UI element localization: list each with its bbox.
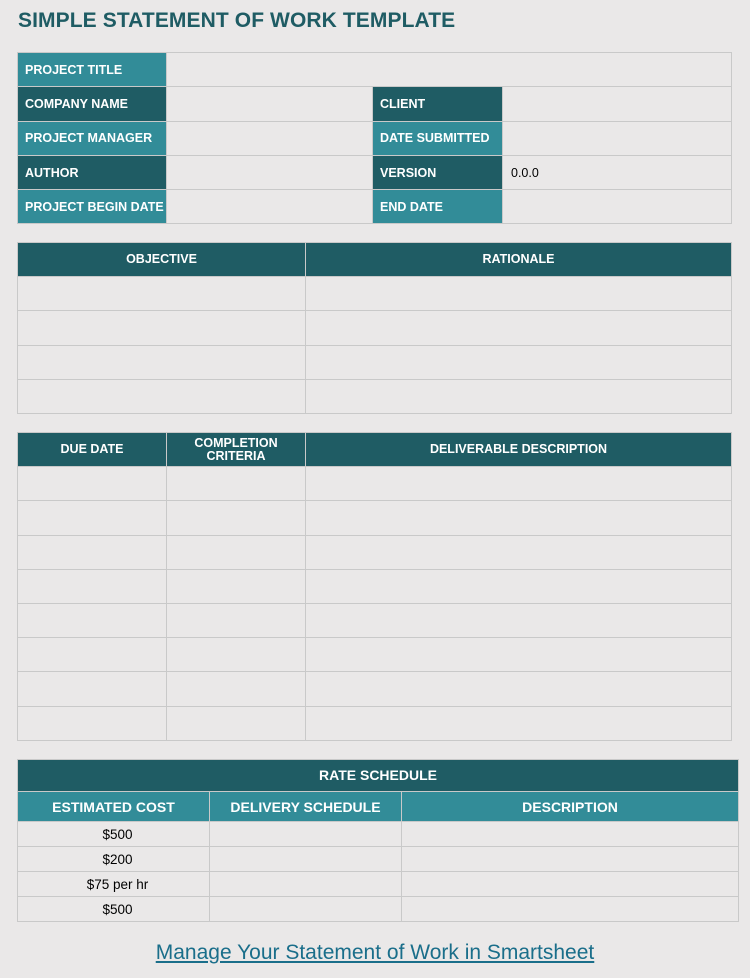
rationale-cell[interactable] [306, 311, 732, 345]
rate-schedule-title: RATE SCHEDULE [18, 760, 739, 792]
table-row [18, 872, 739, 897]
due-date-cell[interactable] [18, 467, 167, 501]
due-date-cell[interactable] [18, 603, 167, 637]
description-cell[interactable] [306, 467, 732, 501]
due-date-cell[interactable] [18, 569, 167, 603]
estimated-cost-cell[interactable]: $500 [18, 822, 210, 847]
due-date-cell[interactable] [18, 672, 167, 706]
smartsheet-link[interactable]: Manage Your Statement of Work in Smartsheet [155, 941, 595, 964]
project-title-field[interactable] [167, 53, 732, 87]
description-cell[interactable] [306, 535, 732, 569]
completion-cell[interactable] [167, 535, 306, 569]
estimated-cost-cell[interactable]: $200 [18, 847, 210, 872]
description-header: DESCRIPTION [402, 792, 739, 822]
objective-cell[interactable] [18, 277, 306, 311]
delivery-schedule-header: DELIVERY SCHEDULE [210, 792, 402, 822]
table-row [18, 638, 732, 672]
estimated-cost-header: ESTIMATED COST [18, 792, 210, 822]
description-cell[interactable] [306, 501, 732, 535]
estimated-cost-cell[interactable]: $75 per hr [18, 872, 210, 897]
objective-cell[interactable] [18, 345, 306, 379]
end-date-label: END DATE [373, 190, 503, 224]
rationale-header: RATIONALE [306, 243, 732, 277]
rate-description-cell[interactable] [402, 822, 739, 847]
date-submitted-field[interactable] [503, 121, 732, 155]
project-manager-field[interactable] [167, 121, 373, 155]
table-row [18, 311, 732, 345]
due-date-cell[interactable] [18, 501, 167, 535]
table-row [18, 822, 739, 847]
completion-cell[interactable] [167, 672, 306, 706]
author-label: AUTHOR [18, 155, 167, 189]
objective-header: OBJECTIVE [18, 243, 306, 277]
page-title: SIMPLE STATEMENT OF WORK TEMPLATE [18, 9, 456, 32]
due-date-cell[interactable] [18, 535, 167, 569]
due-date-cell[interactable] [18, 638, 167, 672]
date-submitted-label: DATE SUBMITTED [373, 121, 503, 155]
due-date-cell[interactable] [18, 706, 167, 740]
delivery-schedule-cell[interactable] [210, 897, 402, 922]
completion-cell[interactable] [167, 603, 306, 637]
table-row [18, 535, 732, 569]
project-title-label: PROJECT TITLE [18, 53, 167, 87]
deliverables-table [17, 432, 732, 741]
description-cell[interactable] [306, 672, 732, 706]
rate-description-cell[interactable] [402, 847, 739, 872]
objective-cell[interactable] [18, 379, 306, 413]
description-cell[interactable] [306, 603, 732, 637]
version-label: VERSION [373, 155, 503, 189]
description-cell[interactable] [306, 569, 732, 603]
rate-description-cell[interactable] [402, 872, 739, 897]
table-row [18, 897, 739, 922]
table-row [18, 379, 732, 413]
project-info-table [17, 52, 732, 224]
rationale-cell[interactable] [306, 345, 732, 379]
completion-cell[interactable] [167, 501, 306, 535]
deliverable-description-header: DELIVERABLE DESCRIPTION [306, 433, 732, 467]
client-label: CLIENT [373, 87, 503, 121]
table-row [18, 345, 732, 379]
client-field[interactable] [503, 87, 732, 121]
table-row [18, 706, 732, 740]
project-manager-label: PROJECT MANAGER [18, 121, 167, 155]
rate-schedule-table [17, 759, 739, 922]
description-cell[interactable] [306, 706, 732, 740]
table-row [18, 603, 732, 637]
estimated-cost-cell[interactable]: $500 [18, 897, 210, 922]
delivery-schedule-cell[interactable] [210, 847, 402, 872]
table-row [18, 847, 739, 872]
delivery-schedule-cell[interactable] [210, 872, 402, 897]
description-cell[interactable] [306, 638, 732, 672]
completion-cell[interactable] [167, 569, 306, 603]
rationale-cell[interactable] [306, 379, 732, 413]
company-name-label: COMPANY NAME [18, 87, 167, 121]
table-row [18, 277, 732, 311]
objectives-table [17, 242, 732, 414]
objective-cell[interactable] [18, 311, 306, 345]
completion-cell[interactable] [167, 467, 306, 501]
delivery-schedule-cell[interactable] [210, 822, 402, 847]
author-field[interactable] [167, 155, 373, 189]
rationale-cell[interactable] [306, 277, 732, 311]
table-row [18, 569, 732, 603]
table-row [18, 467, 732, 501]
completion-cell[interactable] [167, 638, 306, 672]
project-begin-date-label: PROJECT BEGIN DATE [18, 190, 167, 224]
company-name-field[interactable] [167, 87, 373, 121]
table-row [18, 672, 732, 706]
end-date-field[interactable] [503, 190, 732, 224]
completion-cell[interactable] [167, 706, 306, 740]
project-begin-date-field[interactable] [167, 190, 373, 224]
completion-criteria-header: COMPLETION CRITERIA [167, 433, 306, 467]
table-row [18, 501, 732, 535]
due-date-header: DUE DATE [18, 433, 167, 467]
rate-description-cell[interactable] [402, 897, 739, 922]
version-field[interactable]: 0.0.0 [503, 155, 732, 189]
